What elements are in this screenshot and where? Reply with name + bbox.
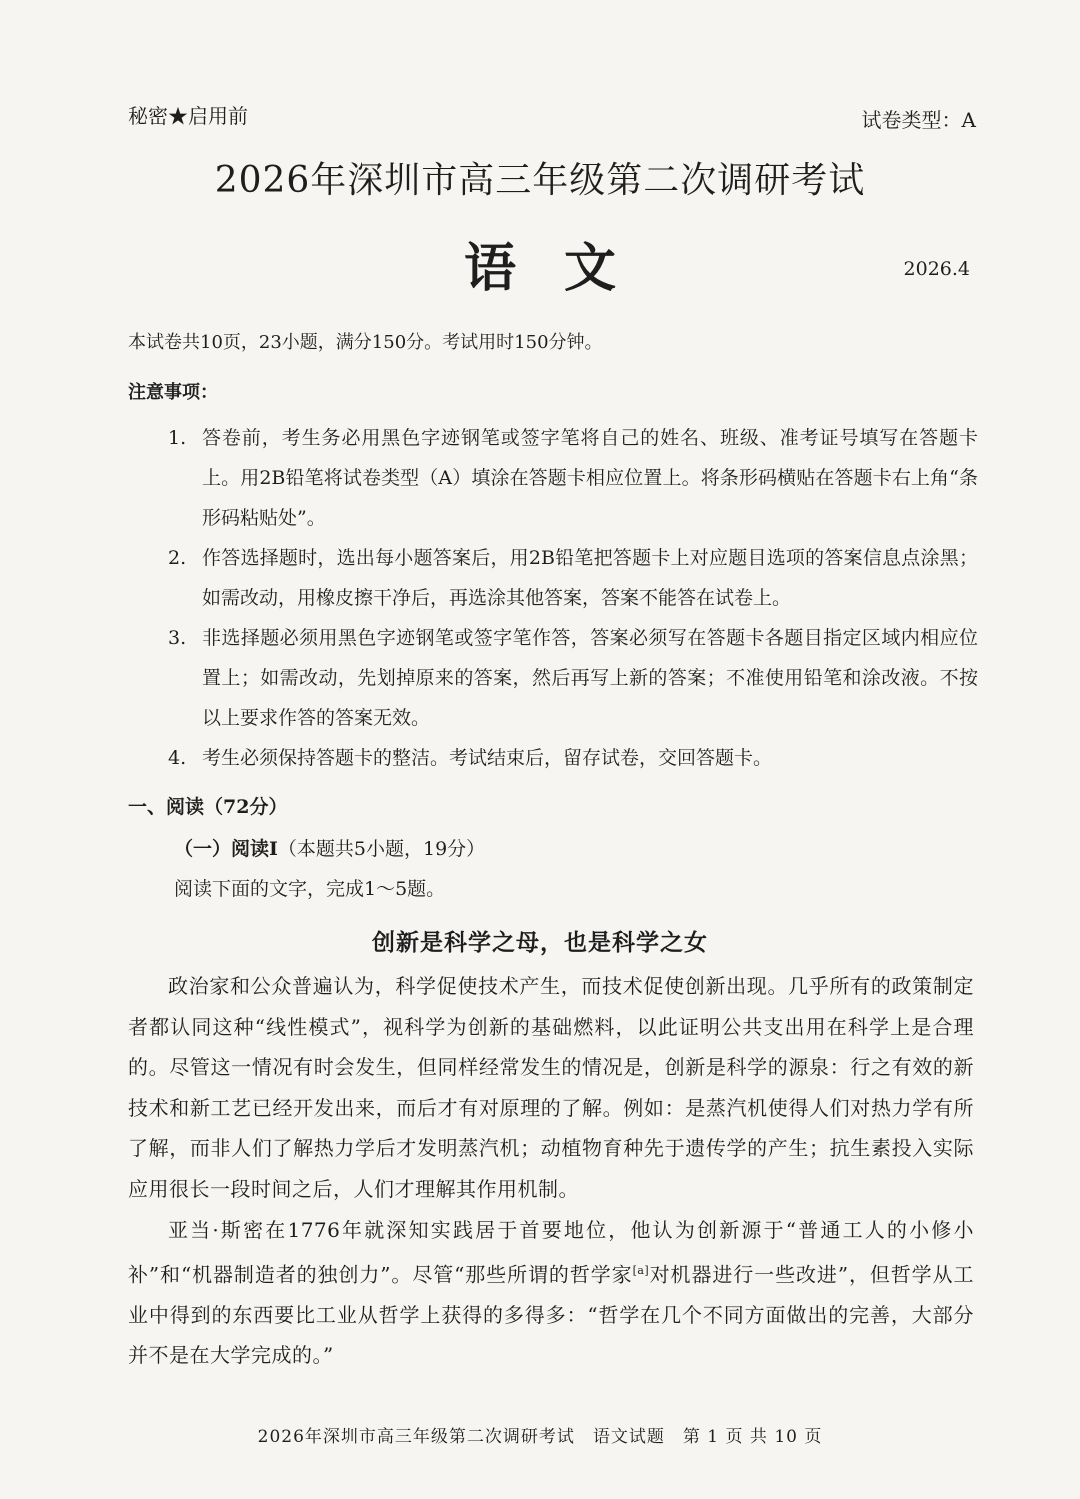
notice-item [168, 618, 978, 738]
notice-heading: 注意事项： [128, 382, 218, 403]
notice-item-number: 2. [168, 547, 187, 569]
section-heading: 一、阅读（72分） [128, 796, 288, 818]
notice-item-text: 非选择题必须用黑色字迹钢笔或签字笔作答，答案必须写在答题卡各题目指定区域内相应位置上；如需改动，先划掉原来的答案，然后再写上新的答案；不准使用铅笔和涂改液。不按以上要求作答的答案无效。 [202, 627, 978, 729]
subsection-label: （一）阅读Ⅰ [174, 838, 278, 860]
exam-date: 2026.4 [903, 258, 970, 280]
exam-title: 2026年深圳市高三年级第二次调研考试 [214, 160, 866, 201]
notice-item-text: 考生必须保持答题卡的整洁。考试结束后，留存试卷，交回答题卡。 [202, 747, 773, 769]
reading-instruction: 阅读下面的文字，完成1～5题。 [174, 878, 446, 900]
page-footer: 2026年深圳市高三年级第二次调研考试 语文试题 第 1 页 共 10 页 [257, 1427, 823, 1447]
paper-type-label: 试卷类型：A [861, 108, 976, 132]
notice-item [168, 738, 978, 778]
subsection-detail: （本题共5小题，19分） [277, 838, 486, 860]
paragraph-text: 亚当·斯密在1776年就深知实践居于首要地位，他认为创新源于“普通工人的小修小补”和“机器制造者的独创力”。尽管“那些所谓的哲学家 [128, 1218, 974, 1287]
confidential-label: 秘密★启用前 [128, 104, 248, 128]
article-paragraph [128, 1210, 974, 1376]
article-title: 创新是科学之母，也是科学之女 [372, 929, 708, 956]
exam-intro: 本试卷共10页，23小题，满分150分。考试用时150分钟。 [128, 332, 603, 353]
notice-item [168, 538, 978, 618]
notice-item [168, 418, 978, 538]
subsection-heading [174, 834, 485, 861]
article-paragraph: 政治家和公众普遍认为，科学促使技术产生，而技术促使创新出现。几乎所有的政策制定者都认同这种“线性模式”，视科学为创新的基础燃料，以此证明公共支出用在科学上是合理的。尽管这一情况有时会发生，但同样经常发生的情况是，创新是科学的源泉：行之有效的新技术和新工艺已经开发出来，而后才有对原理的了解。例如：是蒸汽机使得人们对热力学有所了解，而非人们了解热力学后才发明蒸汽机；动植物育种先于遗传学的产生；抗生素投入实际应用很长一段时间之后，人们才理解其作用机制。 [128, 974, 974, 1201]
notice-item-text: 作答选择题时，选出每小题答案后，用2B铅笔把答题卡上对应题目选项的答案信息点涂黑；如需改动，用橡皮擦干净后，再选涂其他答案，答案不能答在试卷上。 [202, 547, 978, 609]
notice-item-text: 答卷前，考生务必用黑色字迹钢笔或签字笔将自己的姓名、班级、准考证号填写在答题卡上。用2B铅笔将试卷类型（A）填涂在答题卡相应位置上。将条形码横贴在答题卡右上角“条形码粘贴处”。 [202, 427, 978, 529]
footnote-mark: [a] [632, 1263, 650, 1277]
notice-item-number: 3. [168, 627, 187, 649]
notice-item-number: 1. [168, 427, 187, 449]
paragraph-text: 对机器进行一些改进”，但哲学从工业中得到的东西要比工业从哲学上获得的多得多：“哲学在几个不同方面做出的完善，大部分并不是在大学完成的。” [128, 1262, 974, 1368]
subject-title: 语文 [463, 238, 664, 299]
notice-item-number: 4. [168, 747, 187, 769]
